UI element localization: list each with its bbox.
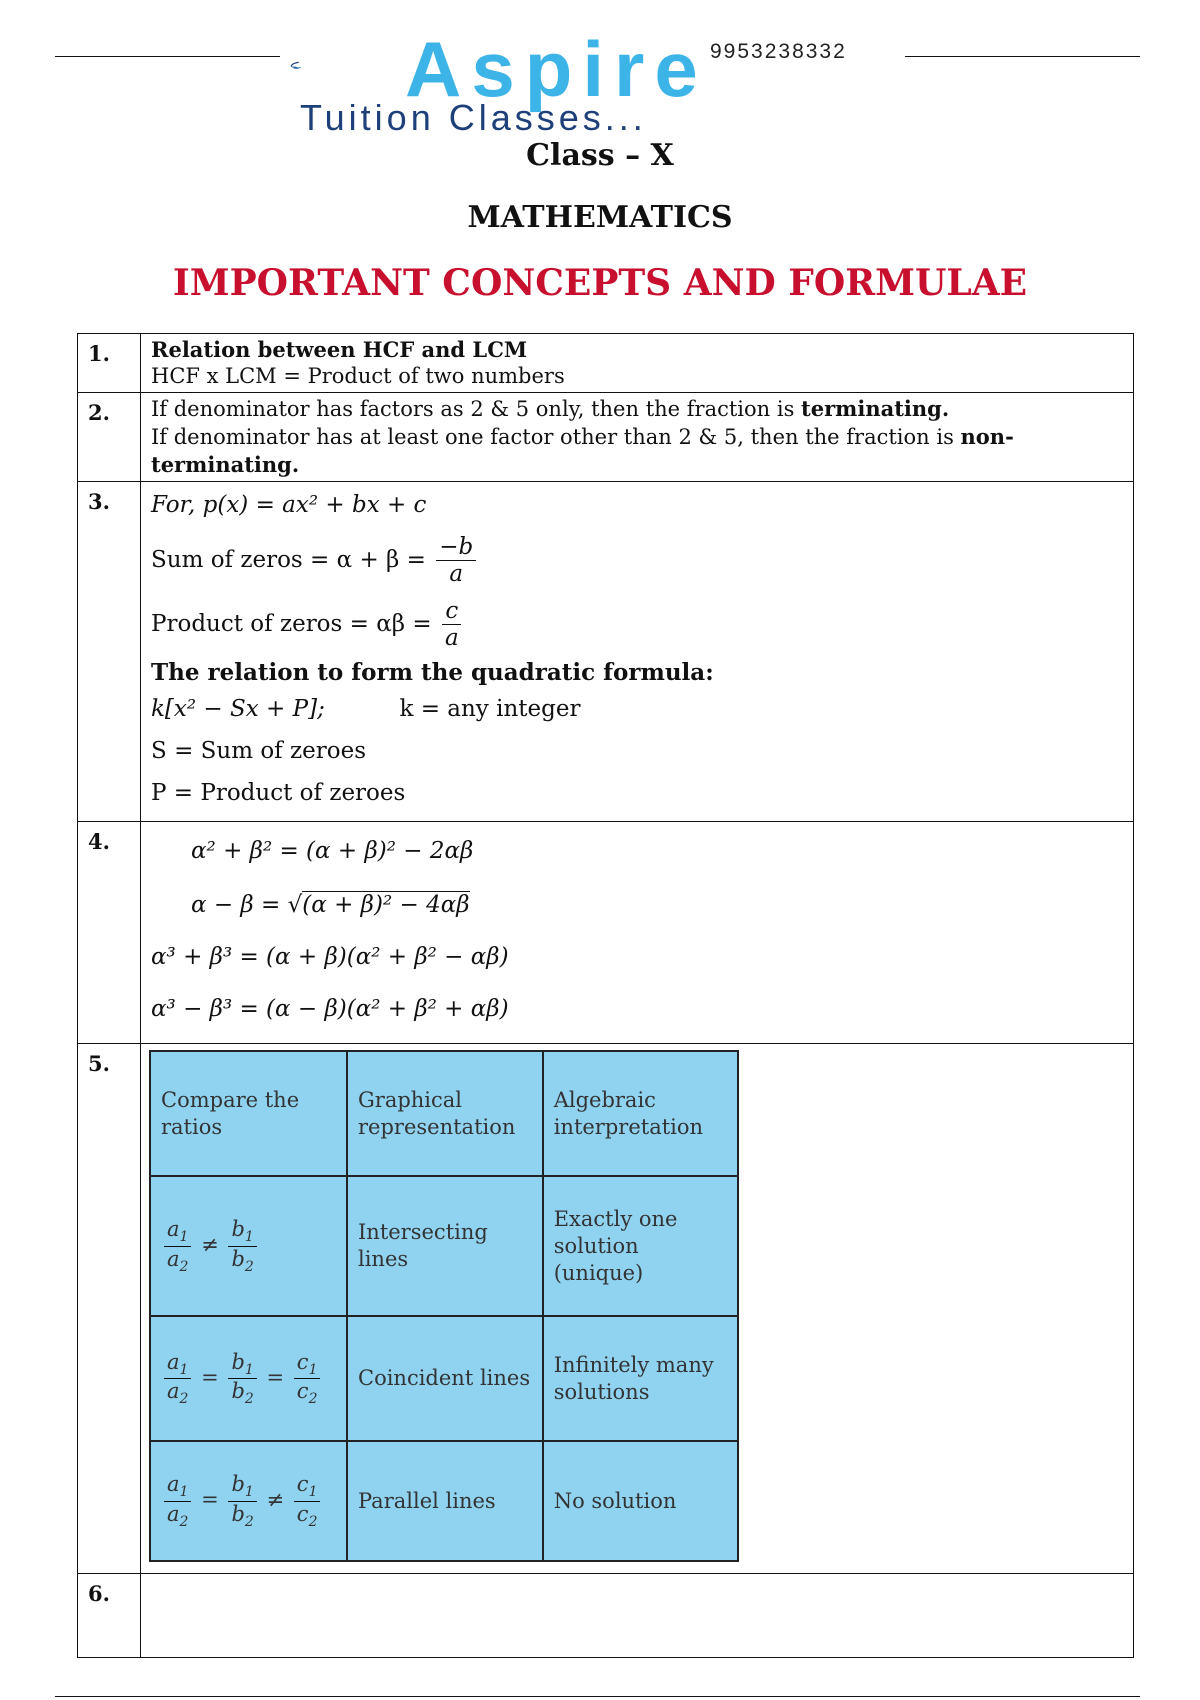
comparison-row — [150, 1316, 738, 1441]
terminating-text: If denominator has factors as 2 & 5 only, then the fraction is — [151, 397, 802, 421]
relation-symbol: = — [201, 1365, 219, 1389]
relation-symbol: = — [266, 1365, 285, 1389]
table-row — [78, 393, 1134, 482]
row-number: 2. — [78, 393, 141, 482]
sum-label: Sum of zeros = α + β = — [151, 546, 426, 573]
header-ratios: Compare the ratios — [150, 1051, 347, 1176]
product-fraction — [442, 598, 462, 652]
book-logo-icon — [290, 40, 380, 100]
table-row — [78, 334, 1134, 393]
ratio-condition: $\frac{a_1}{a_2}$ = $\frac{b_1}{b_2}$ ≠ $\frac{c_1}{c_2}$ — [150, 1441, 347, 1561]
s-note: S = Sum of zeroes — [151, 737, 366, 764]
difference-radicand: (α + β)² − 4αβ — [302, 892, 470, 918]
relation-symbol: ≠ — [266, 1487, 285, 1512]
relation-symbol: ≠ — [201, 1232, 219, 1257]
row-content — [141, 822, 1134, 1044]
relation-symbol: = — [201, 1487, 219, 1512]
header-rule-right — [905, 56, 1140, 57]
brand-tagline: Tuition Classes... — [300, 97, 647, 138]
table-row — [78, 482, 1134, 822]
product-label: Product of zeros = αβ = — [151, 610, 432, 637]
ratio-condition: $\frac{a_1}{a_2}$ ≠ $\frac{b_1}{b_2}$ — [150, 1176, 347, 1316]
row-number: 5. — [78, 1044, 141, 1574]
hcf-lcm-heading: Relation between HCF and LCM — [151, 337, 528, 362]
subject-title: MATHEMATICS — [467, 200, 733, 235]
non-terminating-keyword: non-terminating. — [151, 424, 1014, 477]
comparison-header-row — [150, 1051, 738, 1176]
graphical-representation: Intersecting lines — [347, 1176, 543, 1316]
linear-pair-comparison-table — [149, 1050, 739, 1562]
relation-heading: The relation to form the quadratic formula: — [151, 658, 714, 686]
row-content — [141, 334, 1134, 393]
sum-numerator: −b — [436, 534, 476, 561]
hcf-lcm-relation: HCF x LCM = Product of two numbers — [151, 364, 565, 388]
graphical-representation: Coincident lines — [347, 1316, 543, 1441]
algebraic-interpretation: No solution — [543, 1441, 738, 1561]
row-content — [141, 393, 1134, 482]
formulae-table — [77, 333, 1134, 1658]
product-of-zeros — [151, 598, 1123, 652]
ratio-condition: $\frac{a_1}{a_2}$ = $\frac{b_1}{b_2}$ = $\frac{c_1}{c_2}$ — [150, 1316, 347, 1441]
table-row — [78, 1574, 1134, 1658]
row-number: 4. — [78, 822, 141, 1044]
relation-formula: k[x² − Sx + P]; — [151, 695, 325, 722]
graphical-representation: Parallel lines — [347, 1441, 543, 1561]
header-rule-left — [55, 56, 280, 57]
sum-denominator: a — [449, 561, 464, 588]
comparison-row — [150, 1441, 738, 1561]
header-algebraic: Algebraic interpretation — [543, 1051, 738, 1176]
row-content — [141, 482, 1134, 822]
phone-number: 9953238332 — [710, 40, 847, 63]
product-denominator: a — [444, 625, 459, 652]
row-number: 6. — [78, 1574, 141, 1658]
polynomial-form: For, p(x) = ax² + bx + c — [151, 492, 427, 518]
sum-fraction — [436, 534, 476, 588]
class-label: Class – X — [526, 138, 674, 173]
quadratic-relation — [151, 694, 1123, 724]
brand-name: Aspire — [405, 25, 708, 113]
footer-rule — [55, 1696, 1140, 1697]
identity-cube-difference: α³ − β³ = (α − β)(α² + β² + αβ) — [151, 996, 509, 1022]
identity-difference — [191, 890, 1123, 920]
row-content — [141, 1574, 1134, 1658]
row-number: 1. — [78, 334, 141, 393]
terminating-keyword: terminating. — [801, 396, 950, 421]
comparison-row — [150, 1176, 738, 1316]
row-number: 3. — [78, 482, 141, 822]
identity-cube-sum: α³ + β³ = (α + β)(α² + β² − αβ) — [151, 944, 509, 970]
sum-of-zeros — [151, 534, 1123, 588]
non-terminating-rule — [151, 423, 1123, 479]
difference-lhs: α − β = √ — [191, 892, 303, 918]
table-row — [78, 1044, 1134, 1574]
table-row — [78, 822, 1134, 1044]
header-graphical: Graphical representation — [347, 1051, 543, 1176]
algebraic-interpretation: Exactly one solution (unique) — [543, 1176, 738, 1316]
algebraic-interpretation: Infinitely many solutions — [543, 1316, 738, 1441]
non-terminating-text: If denominator has at least one factor other than 2 & 5, then the fraction is — [151, 425, 961, 449]
identity-square-sum: α² + β² = (α + β)² − 2αβ — [191, 838, 474, 864]
terminating-rule — [151, 395, 1123, 423]
k-note: k = any integer — [399, 695, 581, 722]
page-title: IMPORTANT CONCEPTS AND FORMULAE — [172, 262, 1028, 304]
p-note: P = Product of zeroes — [151, 779, 406, 806]
product-numerator: c — [442, 598, 461, 625]
row-content — [141, 1044, 1134, 1574]
